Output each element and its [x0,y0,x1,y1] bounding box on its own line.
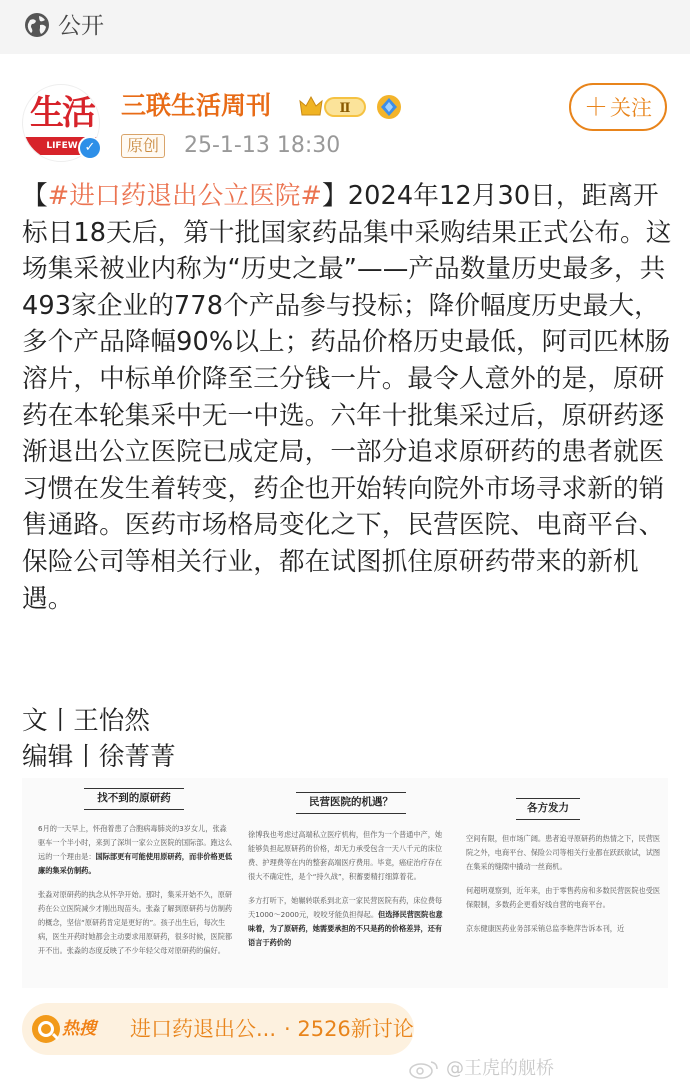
original-tag: 原创 [121,134,165,158]
article-section-text [38,822,234,958]
bracket-close: 】 [322,181,348,211]
post-body-text: 2024年12月30日，距离开标日18天后，第十批国家药品集中采购结果正式公布。这场集采被业内称为“历史之最”——产品数量历史最多，共493家企业的778个产品参与投标；降价幅度历史最大，多个产品降幅90%以上；药品价格历史最低，阿司匹林肠溶片，中标单价降至三分钱一片。最令人意外的是，原研药在本轮集采中无一中选。六年十批集采过后，原研药逐渐退出公立医院已成定局，一部分追求原研药的患者就医习惯在发生着转变，药企也开始转向院外市场寻求新的销售通路。医药市场格局变化之下，民营医院、电商平台、保险公司等相关行业，都在试图抓住原研药带来的新机遇。 [22,181,672,614]
article-section-title: 民营医院的机遇？ [296,792,406,814]
article-paragraph: 空间有限，但市场广阔。患者追寻原研药的热情之下，民营医院之外，电商平台、保险公司等相关行业都在跃跃欲试，试图在集采的缝隙中撬动一丝商机。 [466,834,661,871]
article-section-title: 找不到的原研药 [84,788,184,810]
credit-writer: 文丨王怡然 [22,706,150,736]
hot-search-label: 热搜 [62,1019,96,1039]
follow-label: 关注 [610,96,652,120]
weibo-icon [408,1059,440,1079]
level-text: Ⅱ [339,101,351,116]
visibility-bar [0,0,690,54]
article-column-2 [248,778,448,988]
visibility-label: 公开 [58,13,104,39]
author-name[interactable]: 三联生活周刊 [121,91,272,120]
avatar-logo-subtext: LIFEW [23,137,100,155]
paragraph-gap [38,878,234,888]
watermark-text: @王虎的舰桥 [446,1058,554,1079]
globe-icon [24,12,50,38]
article-paragraph: 多方打听下，她辗转联系到北京一家民营医院有药，床位费每天1000～2000元，咬咬牙能负担得起。 [248,896,443,919]
bracket-open: 【 [22,181,48,211]
article-section-text [466,832,662,936]
article-emphasis: 国际部更有可能使用原研药，而非价格更低廉的集采仿制药。 [38,852,233,875]
follow-button[interactable] [569,83,667,131]
article-paragraph: 张淼对原研药的执念从怀孕开始。那时，集采开始不久，原研药在公立医院减少才刚出现苗头。张淼了解到原研药与仿制药的概念，坚信“原研药肯定是更好的”。孩子出生后，每次生病，医生开药时她都会主动要求用原研药，很多时候，医院都开不出。张淼的态度反映了不少年轻父母对原研药的偏好。 [38,890,233,955]
article-column-3 [466,778,662,988]
paragraph-gap [466,874,662,884]
credit-editor: 编辑丨徐菁菁 [22,742,176,772]
hot-search-topic: 进口药退出公... [130,1017,277,1041]
article-paragraph: 6月的一天早上，怀孢着患了合胞病毒肺炎的3岁女儿，张淼驱车一个半小时，来到了深圳一家公立医院的国际部。跑这么远的一个理由是： [38,824,233,861]
paragraph-gap [466,912,662,922]
hot-search-count: · 2526新讨论 [284,1017,414,1041]
crown-icon[interactable] [297,93,369,121]
post-text [22,178,672,617]
article-column-1 [38,778,234,988]
verified-check: ✓ [80,138,100,158]
article-paragraph: 徐博我也考虑过高端私立医疗机构，但作为一个普通中产，她能够负担起原研药的价格，却无力承受包含一天八千元的床位费、护理费等在内的整套高端医疗费用。毕竟，癌症治疗存在很大不确定性，是个“持久战”，积蓄要精打细算着花。 [248,830,443,881]
post-timestamp: 25-1-13 18:30 [184,133,341,158]
article-emphasis: 但选择民营医院也意味着，为了原研药，她需要承担的不只是药的价格差异，还有语言于药价的 [248,910,443,947]
article-section-text [248,828,444,950]
image-fade [22,968,668,988]
article-section-title: 各方发力 [516,798,580,820]
hashtag-link[interactable]: #进口药退出公立医院# [47,181,323,211]
article-image[interactable] [22,778,668,988]
article-paragraph: 何超明观察到，近年来，由于零售药房和多数民营医院也受医保限制，多数药企更看好线自营的电商平台。 [466,886,661,909]
search-icon [32,1015,60,1043]
article-paragraph: 京东健康医药业务部采销总监李艳萍告诉本刊，近 [466,924,625,933]
paragraph-gap [248,884,444,894]
search-icon-handle [52,1033,59,1040]
plus-icon: ＋ [584,93,608,121]
verified-icon [78,136,102,160]
avatar-logo-text: 生活 [30,93,94,133]
hot-search-chip[interactable] [22,1003,414,1055]
achievement-badge-icon[interactable] [375,93,403,121]
